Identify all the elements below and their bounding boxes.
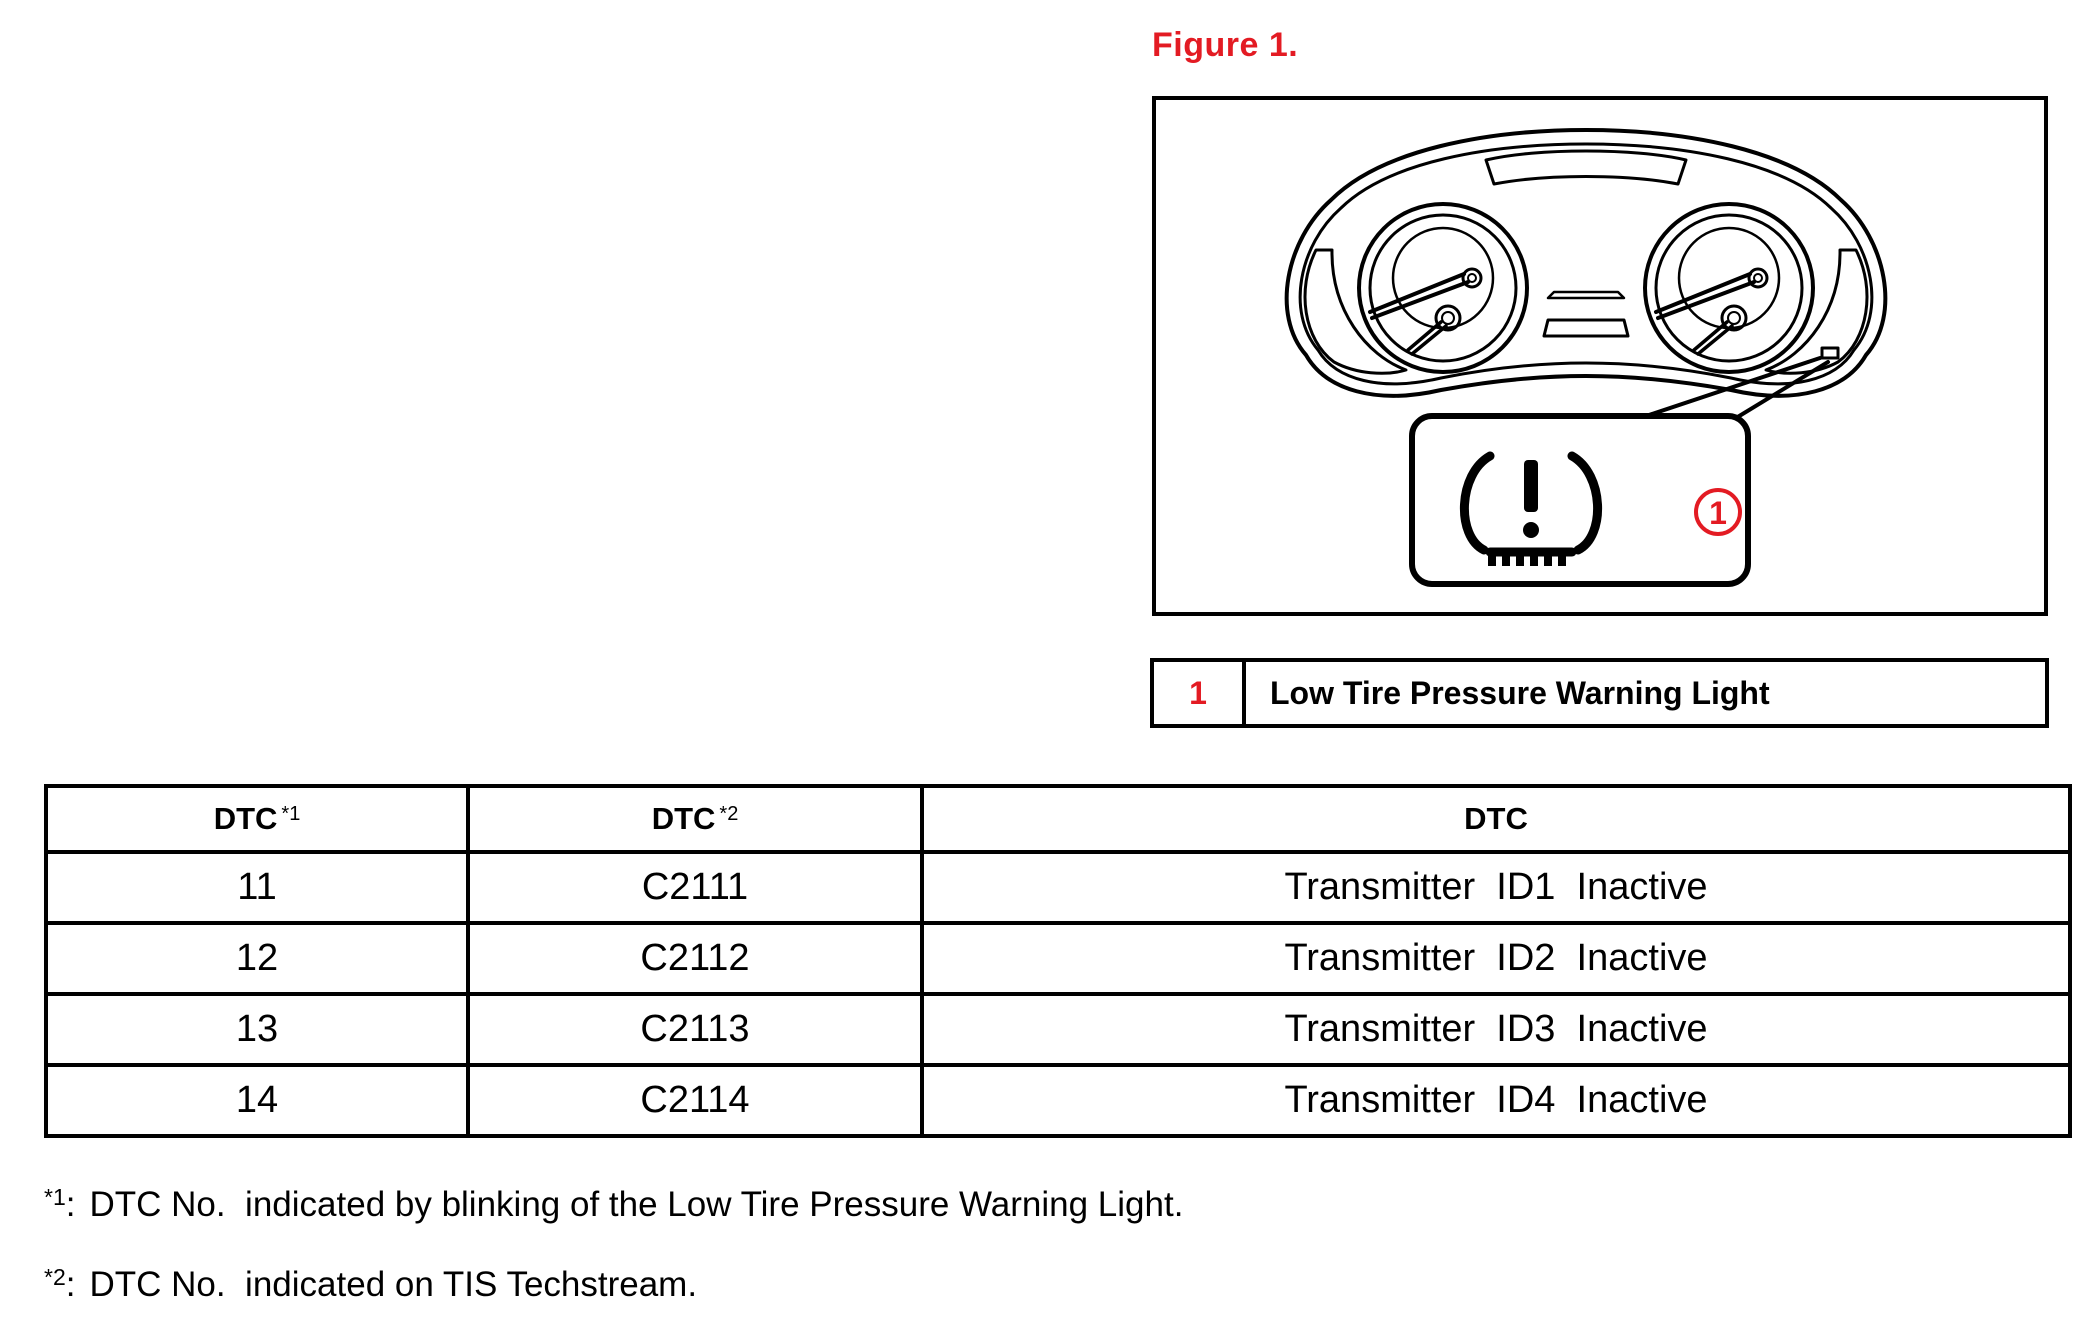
dtc-description: Transmitter ID4 Inactive (922, 1065, 2070, 1136)
dtc-blink-code: 14 (46, 1065, 468, 1136)
dtc-code: C2114 (468, 1065, 922, 1136)
header-text: DTC (651, 801, 716, 836)
callout-number: 1 (1709, 495, 1727, 531)
footnote-mark: *2 (44, 1264, 66, 1290)
legend-label: Low Tire Pressure Warning Light (1244, 660, 2047, 726)
dtc-description: Transmitter ID3 Inactive (922, 994, 2070, 1065)
dtc-code: C2112 (468, 923, 922, 994)
dtc-description: Transmitter ID2 Inactive (922, 923, 2070, 994)
legend-table (1150, 658, 2049, 728)
footnote-text: DTC No. indicated by blinking of the Low Tire Pressure Warning Light. (89, 1185, 1184, 1224)
table-row (46, 852, 2070, 923)
dtc-table (44, 784, 2072, 1138)
figure-illustration (1152, 96, 2048, 616)
tire-pressure-warning-icon (1464, 456, 1597, 566)
header-footnote-mark: *1 (281, 803, 301, 825)
dtc-blink-code: 11 (46, 852, 468, 923)
header-footnote-mark: *2 (719, 803, 739, 825)
table-row (46, 923, 2070, 994)
footnote-2: $^{*2}$: DTC No. indicated on TIS Techstream. (44, 1264, 698, 1304)
footnote-text: DTC No. indicated on TIS Techstream. (89, 1265, 698, 1304)
dtc-code: C2113 (468, 994, 922, 1065)
header-dtc-1 (46, 786, 468, 852)
header-text: DTC (1464, 801, 1528, 836)
table-row (46, 1065, 2070, 1136)
instrument-cluster-icon (1156, 100, 2044, 612)
footnote-1: $^{*1}$: DTC No. indicated by blinking of the Low Tire Pressure Warning Light. (44, 1184, 1184, 1224)
dtc-description: Transmitter ID1 Inactive (922, 852, 2070, 923)
header-text: DTC (213, 801, 278, 836)
table-header-row (46, 786, 2070, 852)
header-dtc-2 (468, 786, 922, 852)
table-row (46, 994, 2070, 1065)
legend-number: 1 (1152, 660, 1244, 726)
figure-title: Figure 1. (1152, 26, 1299, 64)
legend-row (1152, 660, 2047, 726)
dtc-blink-code: 13 (46, 994, 468, 1065)
header-dtc-3 (922, 786, 2070, 852)
dtc-code: C2111 (468, 852, 922, 923)
dtc-blink-code: 12 (46, 923, 468, 994)
footnote-mark: *1 (44, 1184, 66, 1210)
